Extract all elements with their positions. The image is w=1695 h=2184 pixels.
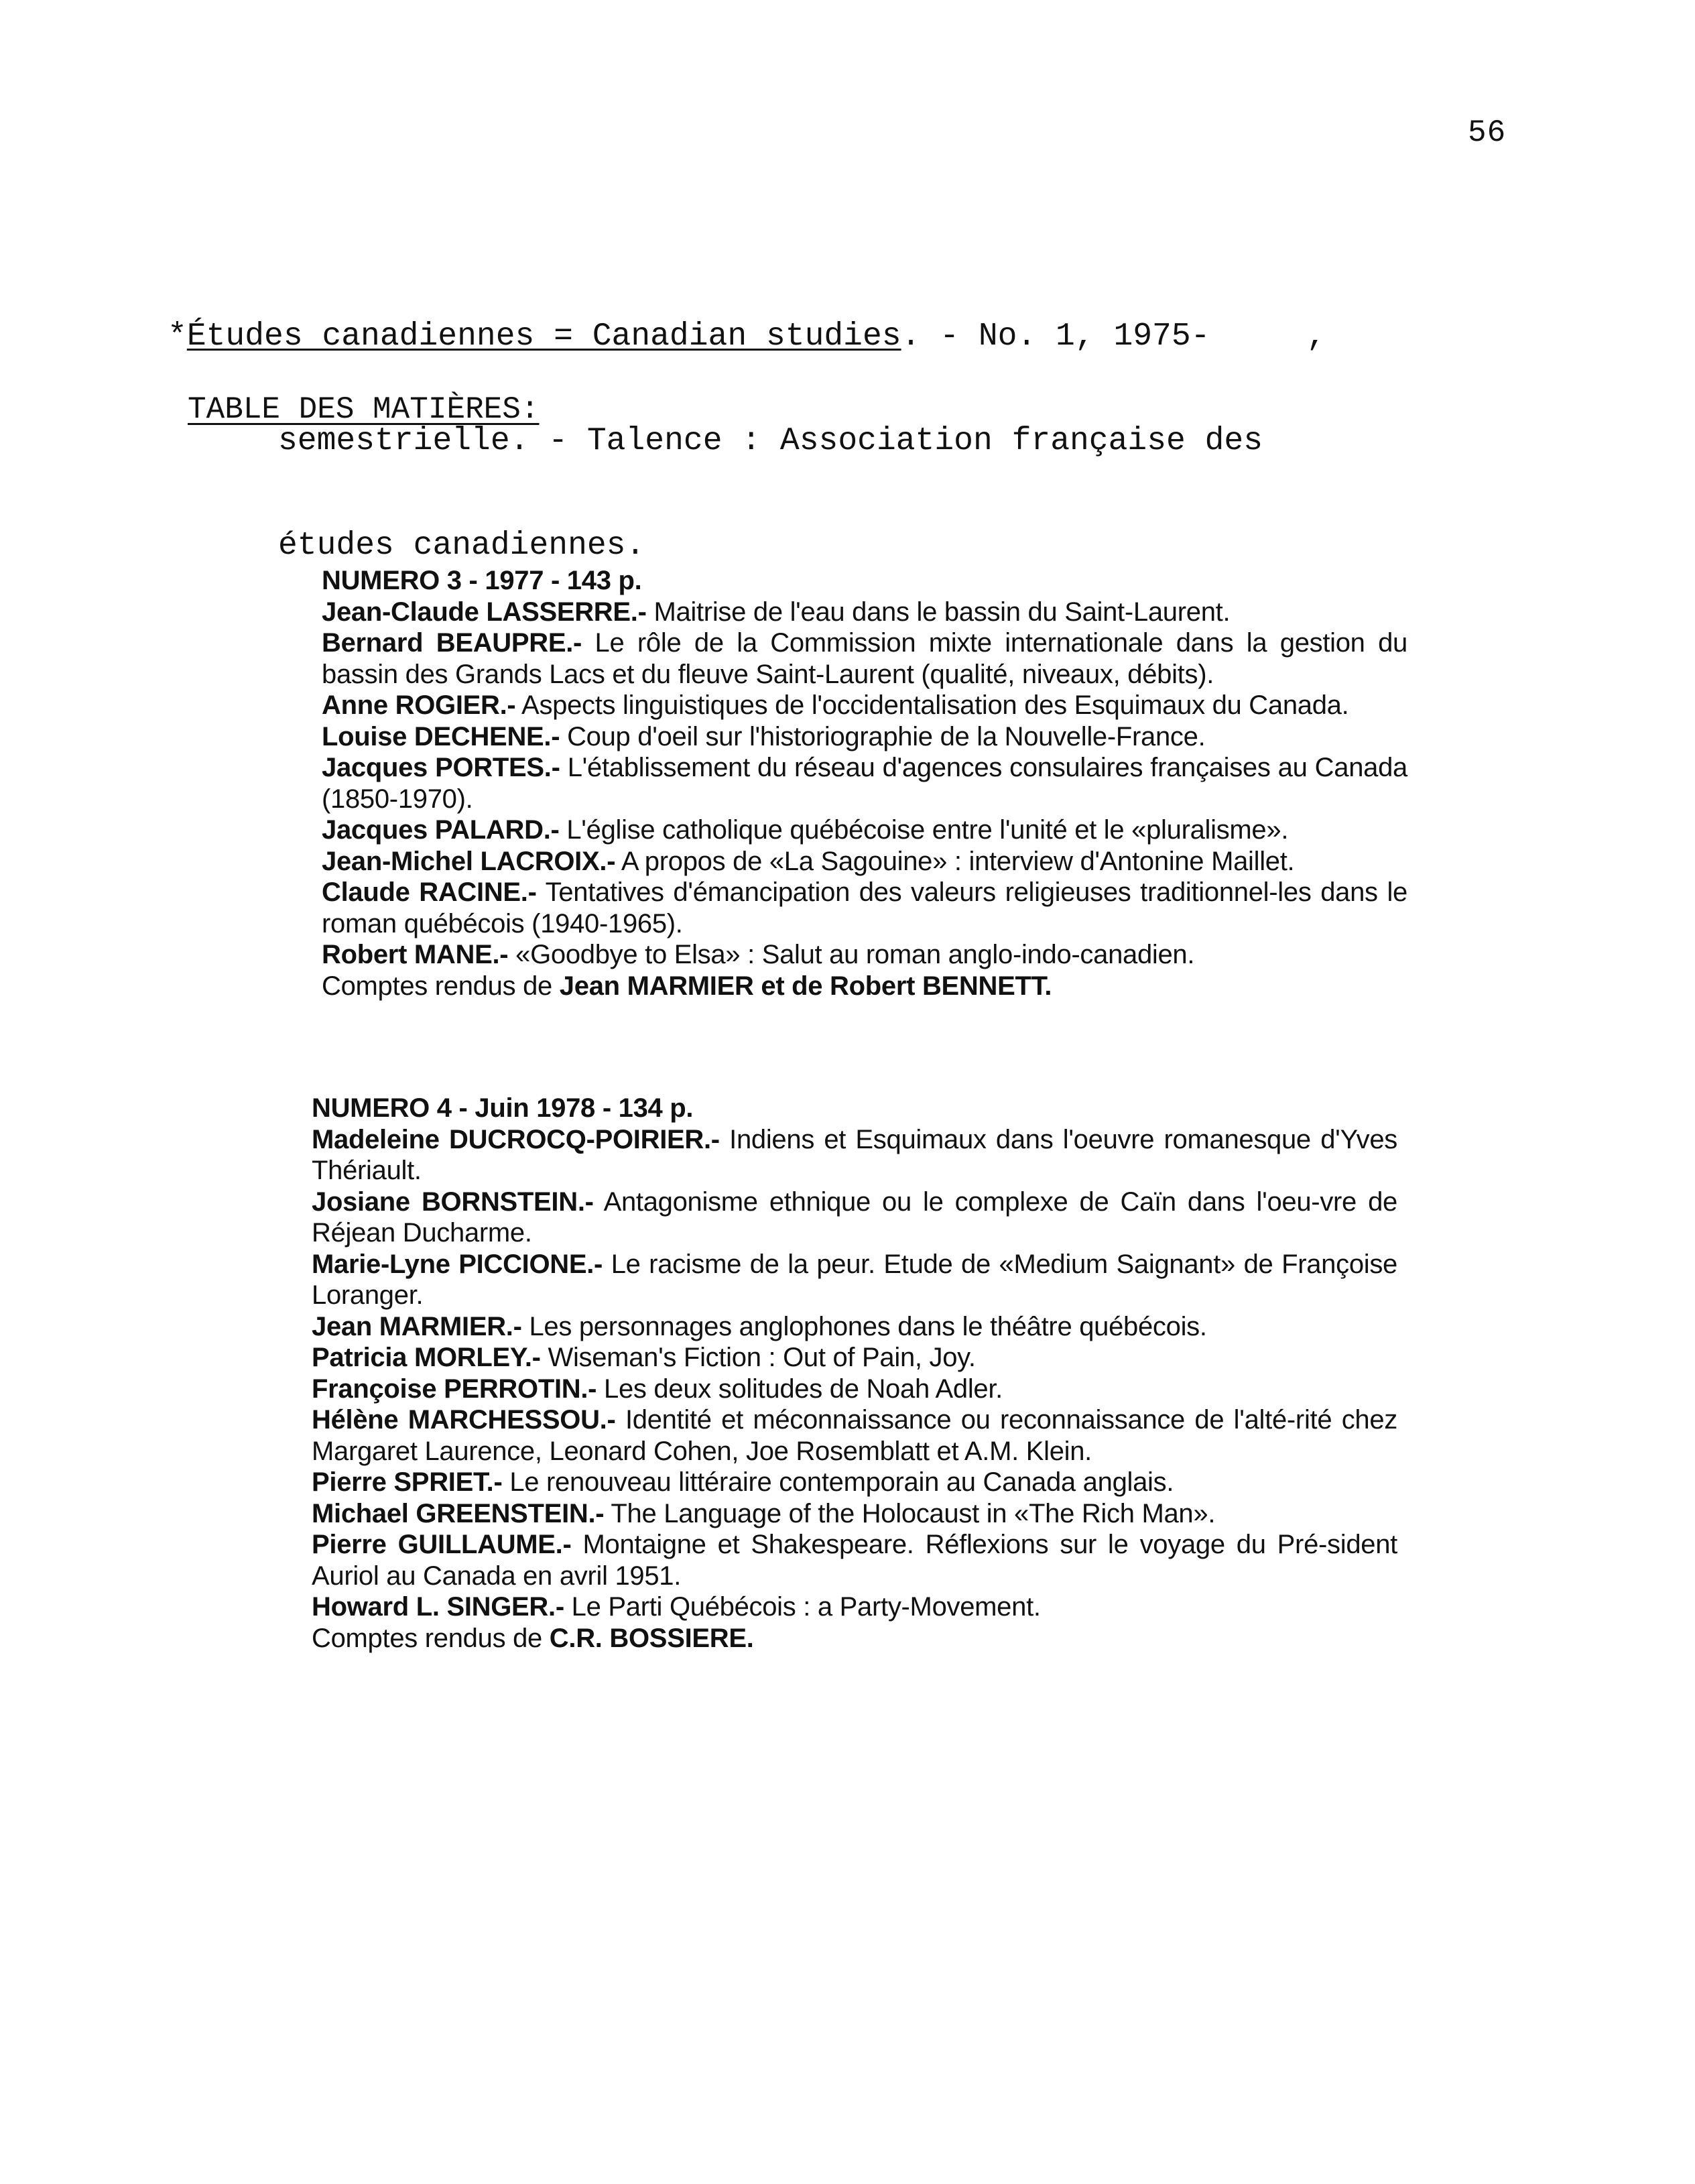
entry-title: Les personnages anglophones dans le théâtre québécois.	[521, 1311, 1207, 1341]
entry-author: Robert MANE.-	[322, 940, 509, 969]
entry-author: Howard L. SINGER.-	[312, 1592, 564, 1622]
entry-title: Le Parti Québécois : a Party-Movement.	[564, 1592, 1041, 1622]
toc-entry	[312, 1498, 1397, 1530]
entry-title: A propos de «La Sagouine» : interview d'Antonine Maillet.	[615, 846, 1295, 876]
citation-line-1	[168, 319, 1542, 354]
entry-title: Coup d'oeil sur l'historiographie de la Nouvelle-France.	[560, 721, 1206, 751]
entry-title: Le racisme de la peur. Etude de «Medium Saignant» de Françoise Loranger.	[312, 1249, 1398, 1310]
toc-entry	[322, 721, 1407, 753]
entry-author: Pierre GUILLAUME.-	[312, 1530, 572, 1559]
entry-title: Indiens et Esquimaux dans l'oeuvre romanesque d'Yves Thériault.	[312, 1124, 1397, 1185]
toc-heading: TABLE DES MATIÈRES:	[188, 392, 540, 427]
toc-entry	[322, 877, 1407, 939]
toc-entry	[312, 1311, 1397, 1343]
entry-title: Maitrise de l'eau dans le bassin du Saint-Laurent.	[646, 597, 1231, 627]
entry-title: Les deux solitudes de Noah Adler.	[597, 1374, 1003, 1404]
entry-author: Jacques PORTES.-	[322, 753, 560, 782]
toc-entry	[312, 1124, 1397, 1187]
entry-title: Aspects linguistiques de l'occidentalisation des Esquimaux du Canada.	[515, 690, 1349, 720]
entry-author: Jean MARMIER.-	[312, 1311, 522, 1341]
reviews-prefix: Comptes rendus de	[322, 971, 560, 1001]
toc-entry	[312, 1404, 1397, 1467]
entry-author: Madeleine DUCROCQ-POIRIER.-	[312, 1124, 720, 1154]
entry-author: Josiane BORNSTEIN.-	[312, 1187, 594, 1217]
reviews-line	[322, 971, 1407, 1002]
toc-entry	[312, 1342, 1397, 1374]
entry-title: L'église catholique québécoise entre l'unité et le «pluralisme».	[559, 815, 1289, 845]
toc-entry	[322, 814, 1407, 846]
entry-title: L'établissement du réseau d'agences consulaires françaises au Canada (1850-1970).	[322, 753, 1407, 814]
entry-title: Identité et méconnaissance ou reconnaissance de l'alté-rité chez Margaret Laurence, Leonard Cohen, Joe Rosemblatt et A.M. Klein.	[312, 1405, 1397, 1466]
entry-title: Le rôle de la Commission mixte internationale dans la gestion du bassin des Grands Lacs et du fleuve Saint-Laurent (qualité, niveaux, débits).	[322, 628, 1407, 689]
issue-section	[312, 1093, 1397, 1654]
entry-author: Patricia MORLEY.-	[312, 1343, 541, 1372]
toc-entry	[312, 1529, 1397, 1591]
citation-asterisk: *	[168, 318, 187, 355]
reviews-names: Jean MARMIER et de Robert BENNETT.	[559, 971, 1052, 1001]
entry-title: Antagonisme ethnique ou le complexe de Caïn dans l'oeu-vre de Réjean Ducharme.	[312, 1187, 1397, 1248]
entry-author: Anne ROGIER.-	[322, 690, 516, 720]
toc-entry	[322, 846, 1407, 877]
toc-entry	[312, 1374, 1397, 1405]
citation-title: Études canadiennes = Canadian studies	[186, 318, 901, 355]
toc-entry	[312, 1187, 1397, 1249]
issue-header: NUMERO 4 - Juin 1978 - 134 p.	[312, 1093, 694, 1123]
toc-entry	[322, 627, 1407, 690]
entry-author: Jean-Michel LACROIX.-	[322, 846, 616, 876]
entry-author: Pierre SPRIET.-	[312, 1467, 503, 1497]
toc-entry	[322, 690, 1407, 721]
issue-header: NUMERO 3 - 1977 - 143 p.	[322, 566, 642, 595]
entry-title: «Goodbye to Elsa» : Salut au roman anglo-indo-canadien.	[508, 940, 1195, 969]
toc-entry	[322, 939, 1407, 971]
entry-author: Marie-Lyne PICCIONE.-	[312, 1249, 603, 1279]
page-number: 56	[1468, 115, 1507, 150]
entry-title: Montaigne et Shakespeare. Réflexions sur le voyage du Pré-sident Auriol au Canada en avril 1951.	[312, 1530, 1397, 1591]
entry-author: Michael GREENSTEIN.-	[312, 1498, 605, 1528]
toc-entry	[322, 752, 1407, 814]
reviews-prefix: Comptes rendus de	[312, 1623, 550, 1653]
entry-title: Tentatives d'émancipation des valeurs religieuses traditionnel-les dans le roman québécois (1940-1965).	[322, 877, 1407, 938]
issue-section	[322, 565, 1407, 1002]
entry-author: Jacques PALARD.-	[322, 815, 560, 845]
toc-entry	[312, 1467, 1397, 1498]
entry-author: Jean-Claude LASSERRE.-	[322, 597, 647, 627]
citation-line1-rest: . - No. 1, 1975- ,	[901, 318, 1326, 355]
entry-title: Wiseman's Fiction : Out of Pain, Joy.	[540, 1343, 976, 1372]
citation-line-2: semestrielle. - Talence : Association française des	[278, 423, 1263, 459]
reviews-names: C.R. BOSSIERE.	[549, 1623, 754, 1653]
entry-author: Françoise PERROTIN.-	[312, 1374, 597, 1404]
toc-entry	[312, 1591, 1397, 1623]
entry-author: Louise DECHENE.-	[322, 721, 560, 751]
entry-author: Bernard BEAUPRE.-	[322, 628, 582, 658]
toc-entry	[312, 1249, 1397, 1311]
reviews-line	[312, 1623, 1397, 1654]
citation-line-3: études canadiennes.	[278, 528, 645, 564]
entry-title: Le renouveau littéraire contemporain au Canada anglais.	[502, 1467, 1174, 1497]
entry-title: The Language of the Holocaust in «The Rich Man».	[604, 1498, 1216, 1528]
entry-author: Claude RACINE.-	[322, 877, 537, 907]
toc-entry	[322, 597, 1407, 628]
entry-author: Hélène MARCHESSOU.-	[312, 1405, 616, 1435]
